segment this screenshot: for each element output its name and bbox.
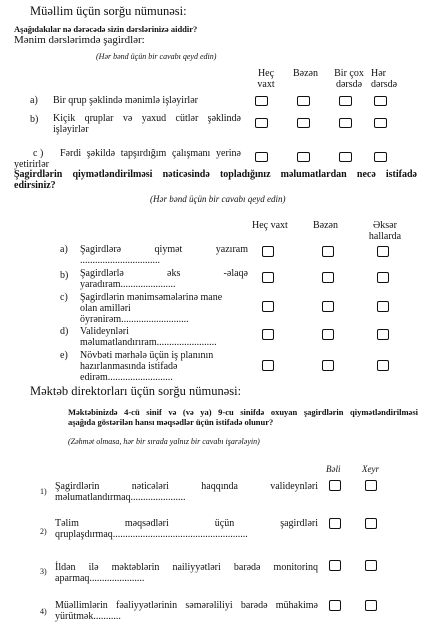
directors-item-number: 2) [40,527,47,536]
col-header-yes: Bəli [326,464,341,474]
assessment-item-letter: a) [60,244,68,255]
directors-item-text: Şagirdlərin nəticələri haqqında valideynləri [55,481,318,492]
checkbox[interactable] [322,329,334,340]
teacher-item-letter: c ) [33,148,44,159]
directors-question: Məktəbinizdə 4-cü sinif və (və ya) 9-cu sinifdə oxuyan şagirdlərin qiymətləndirilməsi [68,407,418,417]
assessment-item-text-cont: məlumatlandırıram........................ [80,337,217,348]
col-header-most-cases: Əksər hallarda [368,220,402,242]
checkbox[interactable] [322,301,334,312]
checkbox[interactable] [255,96,268,106]
checkbox[interactable] [339,152,352,162]
checkbox[interactable] [377,329,389,340]
directors-item-number: 4) [40,607,47,616]
checkbox[interactable] [329,518,341,529]
teacher-survey-instruction: (Hər bənd üçün bir cavabı qeyd edin) [96,52,217,61]
checkbox[interactable] [339,118,352,128]
col-header-never: Heç vaxt [257,68,275,90]
assessment-item-letter: c) [60,292,68,303]
checkbox[interactable] [262,360,274,371]
directors-survey-title: Məktəb direktorları üçün sorğu nümunəsi: [30,384,242,398]
checkbox[interactable] [297,118,310,128]
assessment-item-text-cont: yaradıram...................... [80,279,176,290]
assessment-question: Şagirdlərin qiymətləndirilməsi nəticəsində topladığınız məlumatlardan necə istifadə [14,169,417,180]
checkbox[interactable] [262,329,274,340]
assessment-question-cont: edirsiniz? [14,180,56,191]
assessment-item-letter: b) [60,270,69,281]
checkbox[interactable] [374,96,387,106]
directors-item-text: Müəllimlərin fəaliyyətlərinin səmərəliliyi barədə mühakimə [55,600,318,611]
directors-item-text-cont: aparmaq...................... [55,573,145,584]
teacher-item-text-cont: yetirirlər [14,159,49,170]
directors-item-text: Təlim məqsədləri üçün şagirdləri [55,518,318,529]
teacher-item-letter: b) [30,114,39,125]
assessment-item-text: Şagirdlərlə əks -əlaqə [80,268,248,279]
checkbox[interactable] [365,560,377,571]
checkbox[interactable] [329,480,341,491]
checkbox[interactable] [322,360,334,371]
checkbox[interactable] [339,96,352,106]
checkbox[interactable] [329,560,341,571]
col-header-many-lessons: Bir çox dərsdə [334,68,364,90]
checkbox[interactable] [262,272,274,283]
checkbox[interactable] [374,118,387,128]
teacher-survey-lead: Mənim dərslərimdə şagirdlər: [14,34,145,46]
checkbox[interactable] [365,480,377,491]
teacher-item-text-cont: işləyirlər [53,124,89,135]
teacher-item-text: Fərdi şəkildə tapşırdığım çalışmanı yerinə [60,148,241,159]
checkbox[interactable] [329,600,341,611]
assessment-item-text-cont: olan amilləri [80,303,131,314]
checkbox[interactable] [374,152,387,162]
assessment-item-text-cont: ................................ [80,255,160,266]
assessment-item-text: Şagirdlərin mənimsəmələrinə mane [80,292,223,303]
checkbox[interactable] [262,301,274,312]
checkbox[interactable] [297,96,310,106]
col-header-never: Heç vaxt [252,220,288,231]
assessment-item-text: Valideynləri [80,326,129,337]
assessment-item-letter: d) [60,326,69,337]
directors-item-number: 1) [40,487,47,496]
assessment-item-text: Şagirdlərə qiymət yazıram [80,244,248,255]
directors-item-number: 3) [40,567,47,576]
teacher-survey-subtitle: Aşağıdakılar nə dərəcədə sizin dərslərinizə aiddir? [14,24,198,34]
col-header-sometimes: Bəzən [293,68,318,79]
checkbox[interactable] [255,118,268,128]
col-header-every-lesson: Hər dərsdə [371,68,398,90]
directors-item-text: İldən ilə məktəblərin nailiyyətləri barədə monitorinq [55,562,318,573]
checkbox[interactable] [377,272,389,283]
col-header-sometimes: Bəzən [313,220,338,231]
checkbox[interactable] [255,152,268,162]
checkbox[interactable] [377,360,389,371]
directors-item-text-cont: məlumatlandırmaq...................... [55,492,186,503]
assessment-item-text-cont: öyrənirəm........................... [80,314,189,325]
assessment-item-text-cont: edirəm.......................... [80,372,173,383]
assessment-instruction: (Hər bənd üçün bir cavabı qeyd edin) [150,194,286,204]
checkbox[interactable] [322,272,334,283]
checkbox[interactable] [297,152,310,162]
teacher-survey-title: Müəllim üçün sorğu nümunəsi: [30,4,187,18]
checkbox[interactable] [322,246,334,257]
assessment-item-text: Növbəti mərhələ üçün iş planının [80,350,214,361]
directors-question-cont: aşağıda göstərilən hansı məqsədlər üçün istifadə olunur? [68,417,274,427]
teacher-item-text: Kiçik qruplar və yaxud cütlər şəklində [53,113,241,124]
assessment-item-text-cont: hazırlanmasında istifadə [80,361,178,372]
checkbox[interactable] [365,518,377,529]
checkbox[interactable] [377,301,389,312]
checkbox[interactable] [365,600,377,611]
directors-item-text-cont: yürütmək........... [55,611,121,622]
col-header-no: Xeyr [362,464,379,474]
directors-instruction: (Zəhmət olmasa, hər bir sırada yalnız bir cavabı işarələyin) [68,437,260,446]
checkbox[interactable] [262,246,274,257]
assessment-item-letter: e) [60,350,68,361]
directors-item-text-cont: qruplaşdırmaq...................................................... [55,529,248,540]
teacher-item-text: Bir qrup şəklində mənimlə işləyirlər [53,95,198,106]
checkbox[interactable] [377,246,389,257]
teacher-item-letter: a) [30,95,38,106]
